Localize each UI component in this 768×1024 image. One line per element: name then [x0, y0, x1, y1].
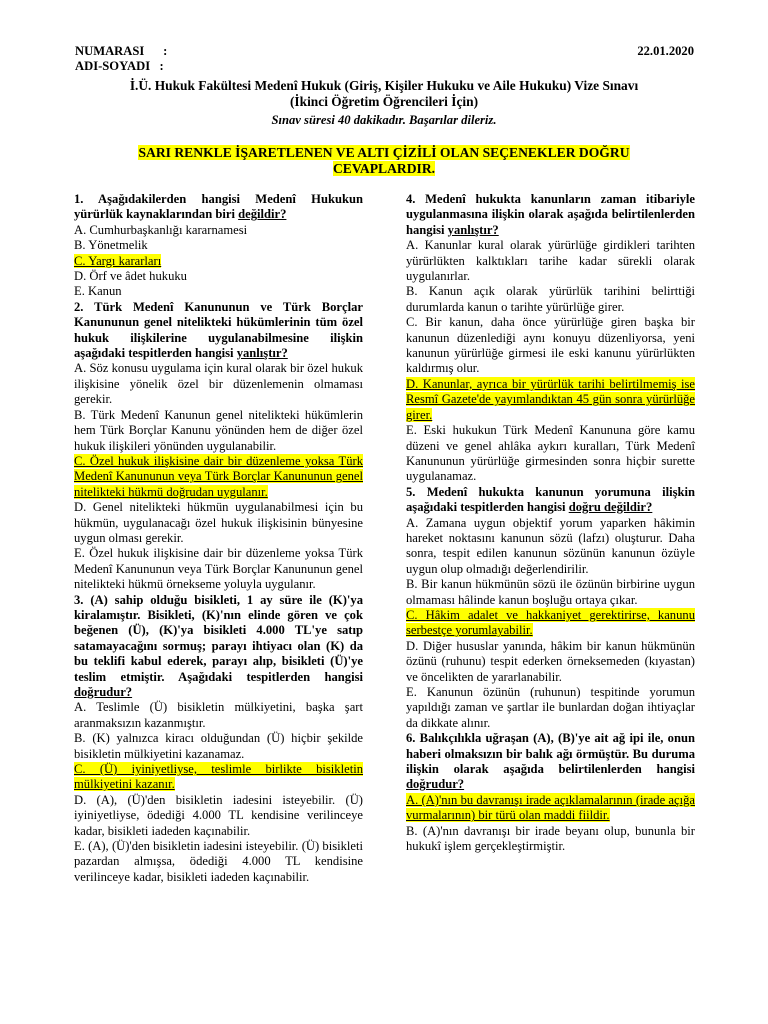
q3-option-b: B. (K) yalnızca kiracı olduğundan (Ü) hiçbir şekilde bisikletin mülkiyetini kazanamaz. — [74, 731, 363, 761]
q6-option-b: B. (A)'nın davranışı bir irade beyanı olup, bununla bir hukukî işlem gerçekleştirmiştir. — [406, 823, 695, 854]
right-column — [406, 192, 695, 854]
question-5 — [406, 485, 695, 732]
q5-option-a: A. Zamana uygun objektif yorum yaparken hâkimin hareket noktasını kanunun sözü (lafzı) oluşturur. Daha sonra, tespit edilen kanunun sözünün kanunun özüyle uygun olup olmadığı değerlendirilir. — [406, 515, 695, 576]
banner-line1: SARI RENKLE İŞARETLENEN VE ALTI ÇİZİLİ OLAN SEÇENEKLER DOĞRU — [138, 145, 630, 160]
q2-option-b: B. Türk Medenî Kanunun genel nitelikteki hükümlerin hem Türk Borçlar Kanunu yönünden hem de diğer özel hukuk ilişkileri yönünden uygulanabilir. — [74, 407, 363, 453]
q2-option-a: A. Söz konusu uygulama için kural olarak bir özel hukuk ilişkisine yönelik özel bir düzenlemenin olmaması gerekir. — [74, 361, 363, 407]
answer-key-banner — [110, 145, 658, 178]
question-3 — [74, 593, 363, 886]
q1-option-c-correct: C. Yargı kararları — [74, 253, 162, 268]
q4-option-c: C. Bir kanun, daha önce yürürlüğe giren başka bir kanunun düzenlediği aynı konuyu düzenliyorsa, yeni kanunun yürürlüğe girmesi ile eski kanunu yürürlükten kaldırmış olur. — [406, 315, 695, 376]
question-2-stem: 2. Türk Medenî Kanununun ve Türk Borçlar Kanununun genel nitelikteki hükümlerinin tüm özel hukuk ilişkilerine uygulanabilmesine ilişkin aşağıdaki tespitlerden hangisi yanlıştır? — [74, 299, 363, 361]
q1-option-b: B. Yönetmelik — [74, 238, 148, 253]
student-info — [75, 44, 167, 74]
q4-option-d-correct: D. Kanunlar, ayrıca bir yürürlük tarihi belirtilmemiş ise Resmî Gazete'de yayımlandıktan 45 gün sonra yürürlüğe girer. — [406, 376, 695, 422]
q2-option-e: E. Özel hukuk ilişkisine dair bir düzenleme yoksa Türk Medenî Kanununun veya Türk Borçlar Kanununun genel nitelikteki hükmü örnekseme yoluyla uygulanır. — [74, 546, 363, 592]
question-1-stem: 1. Aşağıdakilerden hangisi Medenî Hukukun yürürlük kaynaklarından biri değildir? — [74, 192, 363, 222]
q4-option-e: E. Eski hukukun Türk Medenî Kanununa göre kamu düzeni ve genel ahlâka aykırı kuralları, Türk Medenî Kanununun yürürlüğe girmesinden sonra hiçbir surette uygulanamaz. — [406, 423, 695, 484]
question-1 — [74, 192, 363, 300]
question-3-stem: 3. (A) sahip olduğu bisikleti, 1 ay süre ile (K)'ya kiralamıştır. Bisikleti, (K)'nın elinde gören ve çok beğenen (Ü), (K)'ya bisikleti 4.000 TL'ye satıp satamayacağını sormuş; parayı ihtiyacı olan (K) da bu teklifi kabul ederek, parayı alıp, bisikleti (Ü)'ye teslim etmiştir. Aşağıdaki tespitlerden hangisi doğrudur? — [74, 592, 363, 699]
left-column — [74, 192, 363, 885]
q2-option-d: D. Genel nitelikteki hükmün uygulanabilmesi için bu hükmün, uygulanacağı özel hukuk ilişkisinin bünyesine uygun olması gerekir. — [74, 500, 363, 545]
q5-option-d: D. Diğer hususlar yanında, hâkim bir kanun hükmünün özünü (ruhunu) tespit ederken örneksemeden (kıyastan) ve öncelikten de yararlanabilir. — [406, 638, 695, 684]
q4-option-b: B. Kanun açık olarak yürürlük tarihini belirttiği durumlarda kanun o tarihte yürürlüğe girer. — [406, 284, 695, 314]
q3-option-a: A. Teslimle (Ü) bisikletin mülkiyetini, başka şart aranmaksızın kazanmıştır. — [74, 700, 363, 730]
exam-title-line1: İ.Ü. Hukuk Fakültesi Medenî Hukuk (Giriş, Kişiler Hukuku ve Aile Hukuku) Vize Sınavı — [129, 78, 639, 93]
q2-option-c-correct: C. Özel hukuk ilişkisine dair bir düzenleme yoksa Türk Medenî Kanununun veya Türk Borçlar Kanununun genel nitelikteki hükmü doğrudan uygulanır. — [74, 453, 363, 499]
exam-title — [60, 78, 708, 110]
q1-option-d: D. Örf ve âdet hukuku — [74, 269, 187, 284]
question-4-stem: 4. Medenî hukukta kanunların zaman itibariyle uygulanmasına ilişkin olarak aşağıda belirtilenlerden hangisi yanlıştır? — [406, 192, 695, 237]
question-4 — [406, 192, 695, 485]
q3-option-c-correct: C. (Ü) iyiniyetliyse, teslimle birlikte bisikletin mülkiyetini kazanır. — [74, 762, 363, 792]
q4-option-a: A. Kanunlar kural olarak yürürlüğe girdikleri tarihten yürürlükten kalktıkları tarihe kadar sürekli olarak uygulanırlar. — [406, 238, 695, 284]
exam-title-line2: (İkinci Öğretim Öğrencileri İçin) — [289, 94, 479, 109]
numarasi-label: NUMARASI : — [75, 44, 168, 58]
q3-option-d: D. (A), (Ü)'den bisikletin iadesini isteyebilir. (Ü) iyiniyetliyse, ödediği 4.000 TL kendisine verilinceye kadar, bisikleti iadeden kaçınabilir. — [74, 792, 363, 838]
q5-option-c-correct: C. Hâkim adalet ve hakkaniyet gerektirirse, kanunu serbestçe yorumlayabilir. — [406, 607, 695, 638]
question-6 — [406, 731, 695, 854]
q5-option-e: E. Kanunun özünün (ruhunun) tespitinde yorumun yapıldığı zaman ve şartlar ile bunlardan doğan ihtiyaçlar da dikkate alınır. — [406, 685, 695, 730]
question-6-stem: 6. Balıkçılıkla uğraşan (A), (B)'ye ait ağ ipi ile, onun haberi olmaksızın bir balık ağı örmüştür. Bu duruma ilişkin olarak aşağıda belirtilenlerden hangisi doğrudur? — [406, 731, 695, 792]
q3-option-e: E. (A), (Ü)'den bisikletin iadesini isteyebilir. (Ü) bisikleti pazardan almışsa, ödediği 4.000 TL kendisine verilinceye kadar, bisikleti iadeden kaçınabilir. — [74, 839, 363, 884]
adi-soyadi-label: ADI-SOYADI : — [75, 59, 164, 73]
q6-option-a-correct: A. (A)'nın bu davranışı irade açıklamalarının (irade açığa vurmalarının) bir türü olan maddi fiildir. — [406, 792, 695, 823]
question-2 — [74, 300, 363, 593]
q1-option-a: A. Cumhurbaşkanlığı kararnamesi — [74, 222, 248, 237]
q1-option-e: E. Kanun — [74, 284, 122, 299]
q5-option-b: B. Bir kanun hükmünün sözü ile özünün birbirine uygun olmaması hâlinde kanun boşluğu ortaya çıkar. — [406, 577, 695, 607]
exam-subtitle: Sınav süresi 40 dakikadır. Başarılar dileriz. — [271, 113, 497, 127]
question-5-stem: 5. Medenî hukukta kanunun yorumuna ilişkin aşağıdaki tespitlerden hangisi doğru değildir? — [406, 484, 695, 515]
exam-date: 22.01.2020 — [637, 44, 694, 58]
banner-line2: CEVAPLARDIR. — [332, 161, 436, 177]
